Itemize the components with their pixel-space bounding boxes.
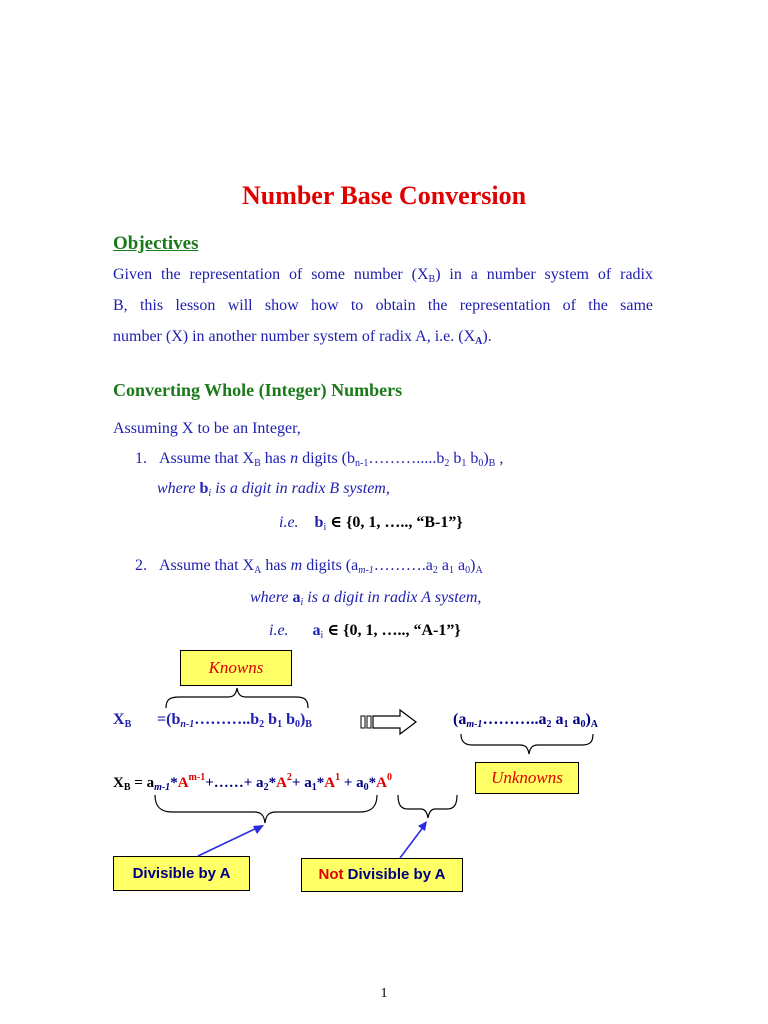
section-heading-integer: Converting Whole (Integer) Numbers: [113, 380, 403, 400]
list-item-2: 2. Assume that $X_A$ has m digits ($a_{m-1}\dots\dots\dots.a_2$ $a_1$ $a_0)_A$: [135, 557, 483, 576]
list-item-1-where: where $b_i$ is a digit in radix B system,: [157, 480, 390, 499]
list-item-1: 1. Assume that $X_B$ has n digits ($b_{n-1}\dots\dots\dots.....b_2$ $b_1$ $b_0)_B$ ,: [135, 450, 504, 469]
objectives-heading: Objectives: [113, 233, 199, 254]
divisible-brace: [155, 795, 377, 823]
list-item-1-set: i.e. $b_i$ ∈ {0, 1, ….., “B-1”}: [279, 514, 463, 533]
divisible-pointer-arrow: [198, 825, 264, 856]
unknowns-brace: [461, 734, 593, 754]
list-number: 2.: [135, 557, 147, 574]
xb-symbol: $X_B$: [113, 711, 132, 730]
xa-representation: ($a_{m-1}\dots\dots\dots..a_2$ $a_1$ $a_0)_A$: [453, 711, 598, 730]
divisible-label-box: Divisible by A: [113, 856, 250, 891]
objectives-line-2: B, this lesson will show how to obtain the representation of the same: [113, 297, 653, 314]
page-number: 1: [380, 986, 388, 1001]
xb-representation: $=(b_{n-1}\dots\dots\dots..b_2$ $b_1$ $b_0)_B$: [157, 711, 312, 730]
list-item-2-where: where $a_i$ is a digit in radix A system,: [250, 589, 482, 608]
objectives-line-1: Given the representation of some number $(X_B)$ in a number system of radix: [113, 266, 653, 285]
list-number: 1.: [135, 450, 147, 467]
page-title: Number Base Conversion: [241, 181, 527, 210]
list-item-2-set: i.e. $a_i$ ∈ {0, 1, ….., “A-1”}: [269, 622, 461, 641]
assumption-text: Assuming X to be an Integer,: [113, 420, 301, 437]
not-divisible-brace: [398, 795, 457, 818]
knowns-brace: [166, 688, 308, 708]
not-divisible-pointer-arrow: [400, 821, 427, 858]
polynomial-expansion: $X_B$ = $a_{m-1}*A^{m-1}+\dots\dots+ a_2*A^2+ a_1*A^1 + a_0*A^0$: [113, 772, 392, 793]
not-word: Not: [318, 866, 344, 883]
knowns-label-box: Knowns: [180, 650, 292, 686]
not-divisible-label-box: Not Divisible by A: [301, 858, 463, 892]
objectives-line-3: number (X) in another number system of radix A, i.e. $(X_A)$.: [113, 328, 492, 347]
conversion-arrow-icon: [361, 710, 416, 734]
unknowns-label-box: Unknowns: [475, 762, 579, 794]
